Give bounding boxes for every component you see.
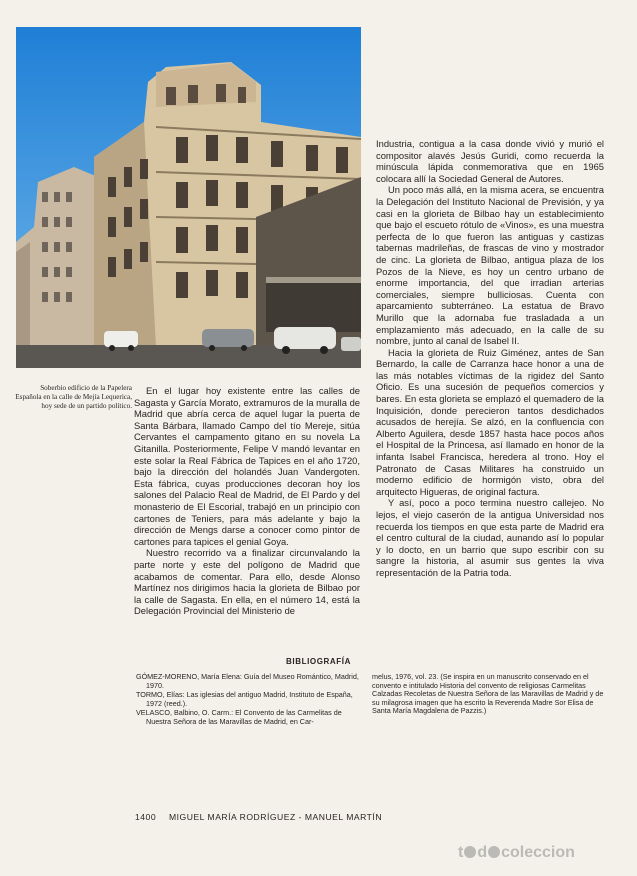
bibliography-right [372,673,606,717]
page-number: 1400 [135,812,157,822]
bibliography-entry: melus, 1976, vol. 23. (Se inspira en un manuscrito conservado en el convento e intitulado Historia del convento de religiosas Carmelitas Calzadas Recoletas de Nuestra Señora de las Maravillas de Madrid y de su milagrosa imagen que ha escrito la Reverenda Madre Sor Elisa de Santa María Magdalena de Pazzis.) [372,672,604,716]
watermark-dot-icon [464,846,476,858]
bibliography-entry: VELASCO, Balbino, O. Carm.: El Convento de las Carmelitas de Nuestra Señora de las Maravillas de Madrid, en Car- [136,708,342,726]
paragraph: Industria, contigua a la casa donde vivió y murió el compositor alavés Jesús Guridi, como recuerda la minúscula lápida conmemorativa que en 1965 colocara allí la Sociedad General de Autores. [376,138,604,184]
building-photo [16,27,361,368]
watermark-letter: d [477,844,488,861]
bibliography-entry: TORMO, Elías: Las iglesias del antiguo Madrid, Instituto de España, 1972 (reed.). [136,690,353,708]
paragraph: Y así, poco a poco termina nuestro callejeo. No lejos, el viejo caserón de la antigua Universidad nos recuerda los tiempos en que esta parte de Madrid era el centro cultural de la ciudad, aunando así lo popular y lo docto, en un barrio que supo escribir con su sangre la historia, al asumir sus gentes la viva representación de la Patria toda. [376,497,604,578]
photo-caption: Soberbio edificio de la Papelera Española en la calle de Mejía Lequerica, hoy sede de un partido político. [15,384,132,410]
page-footer [135,812,382,822]
watermark-logo [458,844,575,862]
watermark-letter: c [501,844,511,861]
bibliography-left [136,673,364,728]
watermark-dot-icon [488,846,500,858]
paragraph: Nuestro recorrido va a finalizar circunvalando la parte norte y este del polígono de Madrid que acabamos de comentar. Para ello, desde Alonso Martínez nos dirigimos hacia la glorieta de Bilbao por la calle de Sagasta. En ella, en el número 14, está la Delegación Provincial del Ministerio de [134,547,360,617]
bibliography-entry: GÓMEZ-MORENO, María Elena: Guía del Museo Romántico, Madrid, 1970. [136,672,359,690]
paragraph: En el lugar hoy existente entre las calles de Sagasta y García Morato, extramuros de la muralla de Madrid que abría cerca de aquel lugar la puerta de Santa Bárbara, llamado Campo del tío Mereje, sitúa Cervantes el campamento gitano en su novela La Gitanilla. Posteriormente, Felipe V mandó levantar en este solar la Real Fábrica de Tapices en el año 1720, bajo la dirección del holandés Juan Vandergoten. Esta fábrica, cuyas producciones decoran hoy los salones del Palacio Real de Madrid, de El Pardo y del monasterio de El Escorial, trabajó en un principio con cartones de Teniers, para más adelante y bajo la dirección de Mengs darse a conocer como pintor de cartones para tapices el genial Goya. [134,385,360,547]
bibliography-title: BIBLIOGRAFÍA [286,657,351,666]
paragraph: Hacia la glorieta de Ruiz Giménez, antes de San Bernardo, la calle de Carranza hace honor a una de las más notables víctimas de la rigidez del Santo Oficio. Es una sucesión de pequeños comercios y bares. En esta glorieta se emplazó el quemadero de la Inquisición, donde perecieron tantos desdichados acusados de herejía. Se alzó, en la confluencia con Alberto Aguilera, desde 1857 hasta hace pocos años el Hospital de la Princesa, así llamado en honor de la infanta Isabel Francisca, heredera al trono. Hoy el Patronato de Casas Militares ha construido un moderno edificio de hormigón visto, obra del arquitecto Higueras, de original factura. [376,346,604,497]
footer-authors: MIGUEL MARÍA RODRÍGUEZ - MANUEL MARTÍN [169,812,383,822]
watermark-rest: oleccion [510,844,575,861]
right-column [376,138,604,579]
watermark-letter: t [458,844,464,861]
paragraph: Un poco más allá, en la misma acera, se encuentra la Delegación del Instituto Nacional de Previsión, y ya casi en la glorieta de Bilbao hay un establecimiento que bajo el escueto rótulo de «Vinos», es una muestra perfecta de lo que fueron las antiguas y castizas tabernas madrileñas, de frascas de vino y mostrador de cinc. La glorieta de Bilbao, antigua plaza de los Pozos de la Nieve, es hoy un centro urbano de enorme importancia, del que irradian arterias comerciales, siempre bulliciosas. Cuenta con aparcamiento subterráneo. La estatua de Bravo Murillo que la adornaba fue trasladada a un emplazamiento más adecuado, en la calle de su nombre, junto al canal de Isabel II. [376,184,604,347]
building-illustration [16,27,361,368]
left-column [134,385,360,617]
